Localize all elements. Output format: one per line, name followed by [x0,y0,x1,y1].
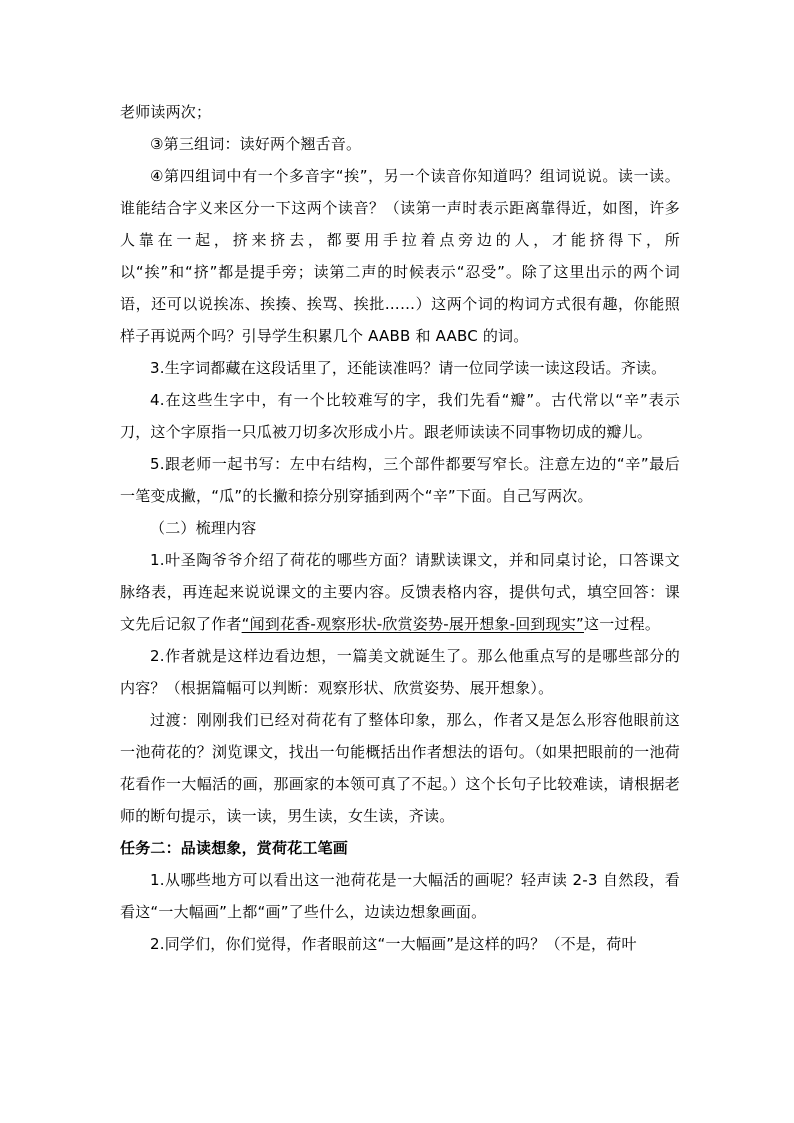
paragraph-group-four: ④第四组词中有一个多音字“挨”，另一个读音你知道吗？组词说说。读一读。谁能结合字义来区分一下这两个读音？（读第一声时表示距离靠得近，如图，许多人靠在一起，挤来挤去，都要用手拉着点旁边的人，才能挤得下，所以“挨”和“挤”都是提手旁；读第二声的时候表示“忍受”。除了这里出示的两个词语，还可以说挨冻、挨揍、挨骂、挨批……）这两个词的构词方式很有趣，你能照样子再说两个吗？引导学生积累几个 AABB 和 AABC 的词。 [120,167,680,345]
section-heading-content: （二）梳理内容 [150,519,257,537]
paragraph-step-3: 3.生字词都藏在这段话里了，还能读准吗？请一位同学读一读这段话。齐读。 [150,359,667,377]
document-body [120,96,680,960]
paragraph-transition: 过渡：刚刚我们已经对荷花有了整体印象，那么，作者又是怎么形容他眼前这一池荷花的？浏览课文，找出一句能概括出作者想法的语句。（如果把眼前的一池荷花看作一大幅活的画，那画家的本领可真了不起。）这个长句子比较难读，请根据老师的断句提示，读一读，男生读，女生读，齐读。 [120,711,680,825]
paragraph-teacher-reads-twice: 老师读两次； [120,103,212,121]
task-two-heading: 任务二：品读想象，赏荷花工笔画 [120,839,349,857]
paragraph-step-5: 5.跟老师一起书写：左中右结构，三个部件都要写窄长。注意左边的“辛”最后一笔变成撇，“瓜”的长撇和捺分别穿插到两个“辛”下面。自己写两次。 [120,455,680,505]
paragraph-content-step-1-part1: 1.叶圣陶爷爷介绍了荷花的哪些方面？请默读课文，并和同桌讨论，口答课文脉络表，再连起来说说课文的主要内容。反馈表格内容，提供句式，填空回答：课文先后记叙了作者 [120,551,680,633]
paragraph-content-step-1 [120,544,680,640]
paragraph-task-two-step-2: 2.同学们，你们觉得，作者眼前这“一大幅画”是这样的吗？（不是，荷叶 [150,935,637,953]
fill-in-blank-answer: “闻到花香-观察形状-欣赏姿势-展开想象-回到现实” [241,615,585,633]
paragraph-content-step-2: 2.作者就是这样边看边想，一篇美文就诞生了。那么他重点写的是哪些部分的内容？（根据篇幅可以判断：观察形状、欣赏姿势、展开想象）。 [120,647,680,697]
paragraph-step-4: 4.在这些生字中，有一个比较难写的字，我们先看“瓣”。古代常以“辛”表示刀，这个字原指一只瓜被刀切多次形成小片。跟老师读读不同事物切成的瓣儿。 [120,391,680,441]
paragraph-group-three: ③第三组词：读好两个翘舌音。 [150,135,362,153]
paragraph-content-step-1-part2: 这一过程。 [584,615,661,633]
paragraph-task-two-step-1: 1.从哪些地方可以看出这一池荷花是一大幅活的画呢？轻声读 2-3 自然段，看看这“一大幅画”上都“画”了些什么，边读边想象画面。 [120,871,680,921]
